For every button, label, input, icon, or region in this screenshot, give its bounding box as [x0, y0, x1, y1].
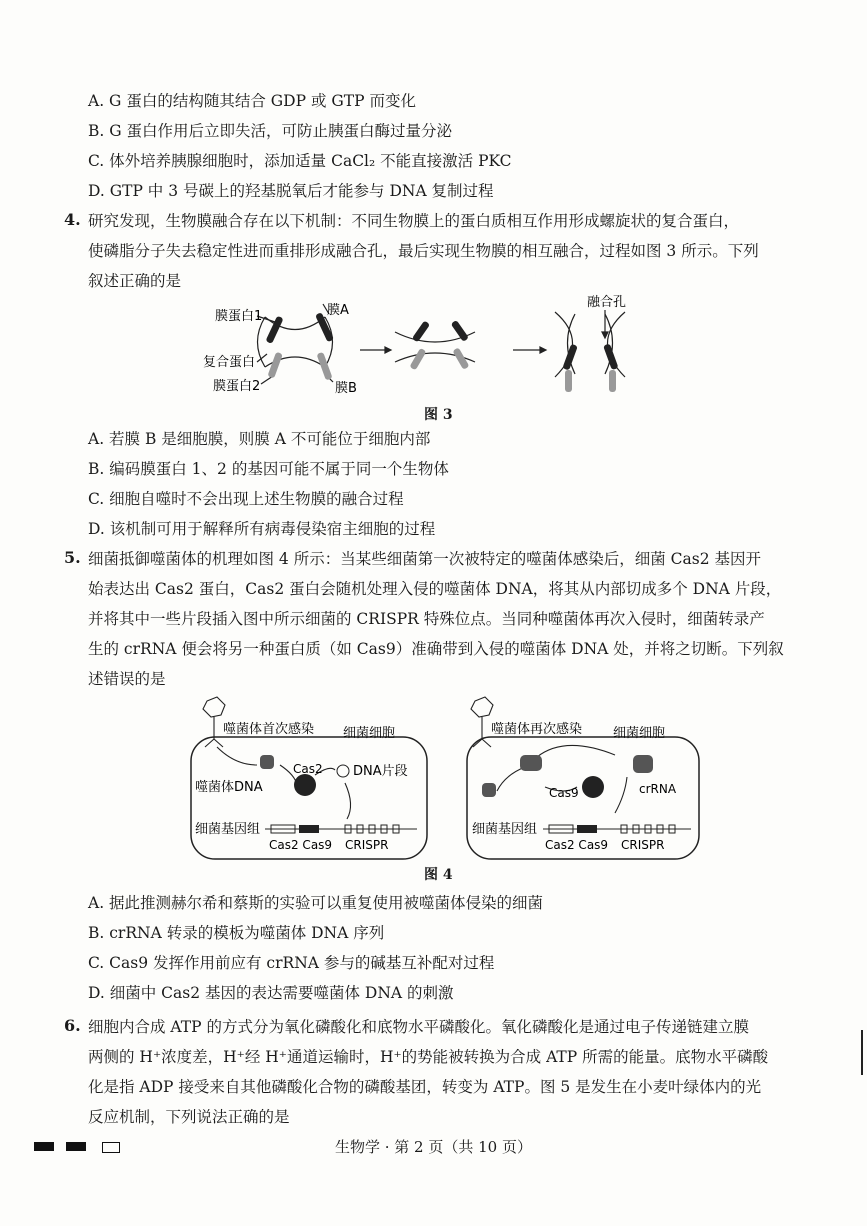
q3-option-b: B. G 蛋白作用后立即失活，可防止胰蛋白酶过量分泌	[88, 122, 453, 140]
q5-stem-line: 生的 crRNA 便会将另一种蛋白质（如 Cas9）准确带到入侵的噬菌体 DNA 处，并将之切断。下列叙	[88, 640, 784, 658]
q6-stem-line: 反应机制，下列说法正确的是	[88, 1108, 290, 1126]
label-bacterial-genome: 细菌基因组	[472, 822, 538, 837]
q4-stem-line: 叙述正确的是	[88, 272, 182, 290]
q5-option-b: B. crRNA 转录的模板为噬菌体 DNA 序列	[88, 924, 385, 942]
page-footer: 生物学 · 第 2 页（共 10 页）	[334, 1138, 532, 1156]
label-membrane-protein-1: 膜蛋白1	[215, 309, 263, 324]
label-bacterial-genome: 细菌基因组	[195, 822, 261, 837]
q4-option-d: D. 该机制可用于解释所有病毒侵染宿主细胞的过程	[88, 520, 436, 538]
q5-stem-line: 始表达出 Cas2 蛋白，Cas2 蛋白会随机处理入侵的噬菌体 DNA，将其从内部切成多个 DNA 片段，	[88, 580, 782, 598]
q4-option-c: C. 细胞自噬时不会出现上述生物膜的融合过程	[88, 490, 404, 508]
q4-stem-line: 研究发现，生物膜融合存在以下机制：不同生物膜上的蛋白质相互作用形成螺旋状的复合蛋白，	[88, 212, 740, 230]
label-cas-genes: Cas2 Cas9	[545, 838, 609, 852]
label-crispr: CRISPR	[345, 838, 389, 852]
figure-3-caption: 图 3	[424, 407, 453, 423]
q5-option-d: D. 细菌中 Cas2 基因的表达需要噬菌体 DNA 的刺激	[88, 984, 454, 1002]
figure-3-membrane-fusion	[195, 292, 665, 400]
q5-stem-line: 并将其中一些片段插入图中所示细菌的 CRISPR 特殊位点。当同种噬菌体再次入侵时，细菌转录产	[88, 610, 765, 628]
q4-option-b: B. 编码膜蛋白 1、2 的基因可能不属于同一个生物体	[88, 460, 449, 478]
label-first-infection: 噬菌体首次感染	[223, 722, 315, 737]
q6-number: 6.	[64, 1016, 81, 1035]
label-membrane-a: 膜A	[327, 303, 349, 318]
q6-stem-line: 化是指 ADP 接受来自其他磷酸化合物的磷酸基团，转变为 ATP。图 5 是发生在小麦叶绿体内的光	[88, 1078, 762, 1096]
q4-option-a: A. 若膜 B 是细胞膜，则膜 A 不可能位于细胞内部	[88, 430, 431, 448]
q5-stem-line: 述错误的是	[88, 670, 166, 688]
label-crrna: crRNA	[639, 782, 677, 796]
margin-mark	[861, 1030, 863, 1075]
q3-option-c: C. 体外培养胰腺细胞时，添加适量 CaCl₂ 不能直接激活 PKC	[88, 152, 512, 170]
label-bacterial-cell: 细菌细胞	[343, 726, 396, 741]
q5-option-c: C. Cas9 发挥作用前应有 crRNA 参与的碱基互补配对过程	[88, 954, 495, 972]
label-fusion-pore: 融合孔	[587, 295, 627, 310]
label-dna-fragment: DNA片段	[353, 764, 408, 779]
q5-option-a: A. 据此推测赫尔希和蔡斯的实验可以重复使用被噬菌体侵染的细菌	[88, 894, 544, 912]
label-membrane-protein-2: 膜蛋白2	[213, 379, 261, 394]
q6-stem-line: 细胞内合成 ATP 的方式分为氧化磷酸化和底物水平磷酸化。氧化磷酸化是通过电子传递链建立膜	[88, 1018, 749, 1036]
label-second-infection: 噬菌体再次感染	[491, 722, 583, 737]
label-cas2-protein: Cas2	[293, 762, 323, 776]
q6-stem-line: 两侧的 H⁺浓度差，H⁺经 H⁺通道运输时，H⁺的势能被转换为合成 ATP 所需的能量。底物水平磷酸	[88, 1048, 769, 1066]
label-bacterial-cell: 细菌细胞	[613, 726, 666, 741]
label-phage-dna: 噬菌体DNA	[195, 780, 263, 795]
q3-option-d: D. GTP 中 3 号碳上的羟基脱氧后才能参与 DNA 复制过程	[88, 182, 494, 200]
label-complex-protein: 复合蛋白	[203, 355, 256, 370]
label-crispr: CRISPR	[621, 838, 665, 852]
q5-stem-line: 细菌抵御噬菌体的机理如图 4 所示：当某些细菌第一次被特定的噬菌体感染后，细菌 Cas2 基因开	[88, 550, 761, 568]
figure-4-crispr-mechanism	[185, 695, 705, 863]
label-cas-genes: Cas2 Cas9	[269, 838, 333, 852]
label-membrane-b: 膜B	[335, 381, 357, 396]
q3-option-a: A. G 蛋白的结构随其结合 GDP 或 GTP 而变化	[88, 92, 416, 110]
q5-number: 5.	[64, 548, 81, 567]
q4-number: 4.	[64, 210, 81, 229]
q4-stem-line: 使磷脂分子失去稳定性进而重排形成融合孔，最后实现生物膜的相互融合，过程如图 3 所示。下列	[88, 242, 759, 260]
figure-4-caption: 图 4	[424, 867, 453, 883]
label-cas9-protein: Cas9	[549, 786, 579, 800]
